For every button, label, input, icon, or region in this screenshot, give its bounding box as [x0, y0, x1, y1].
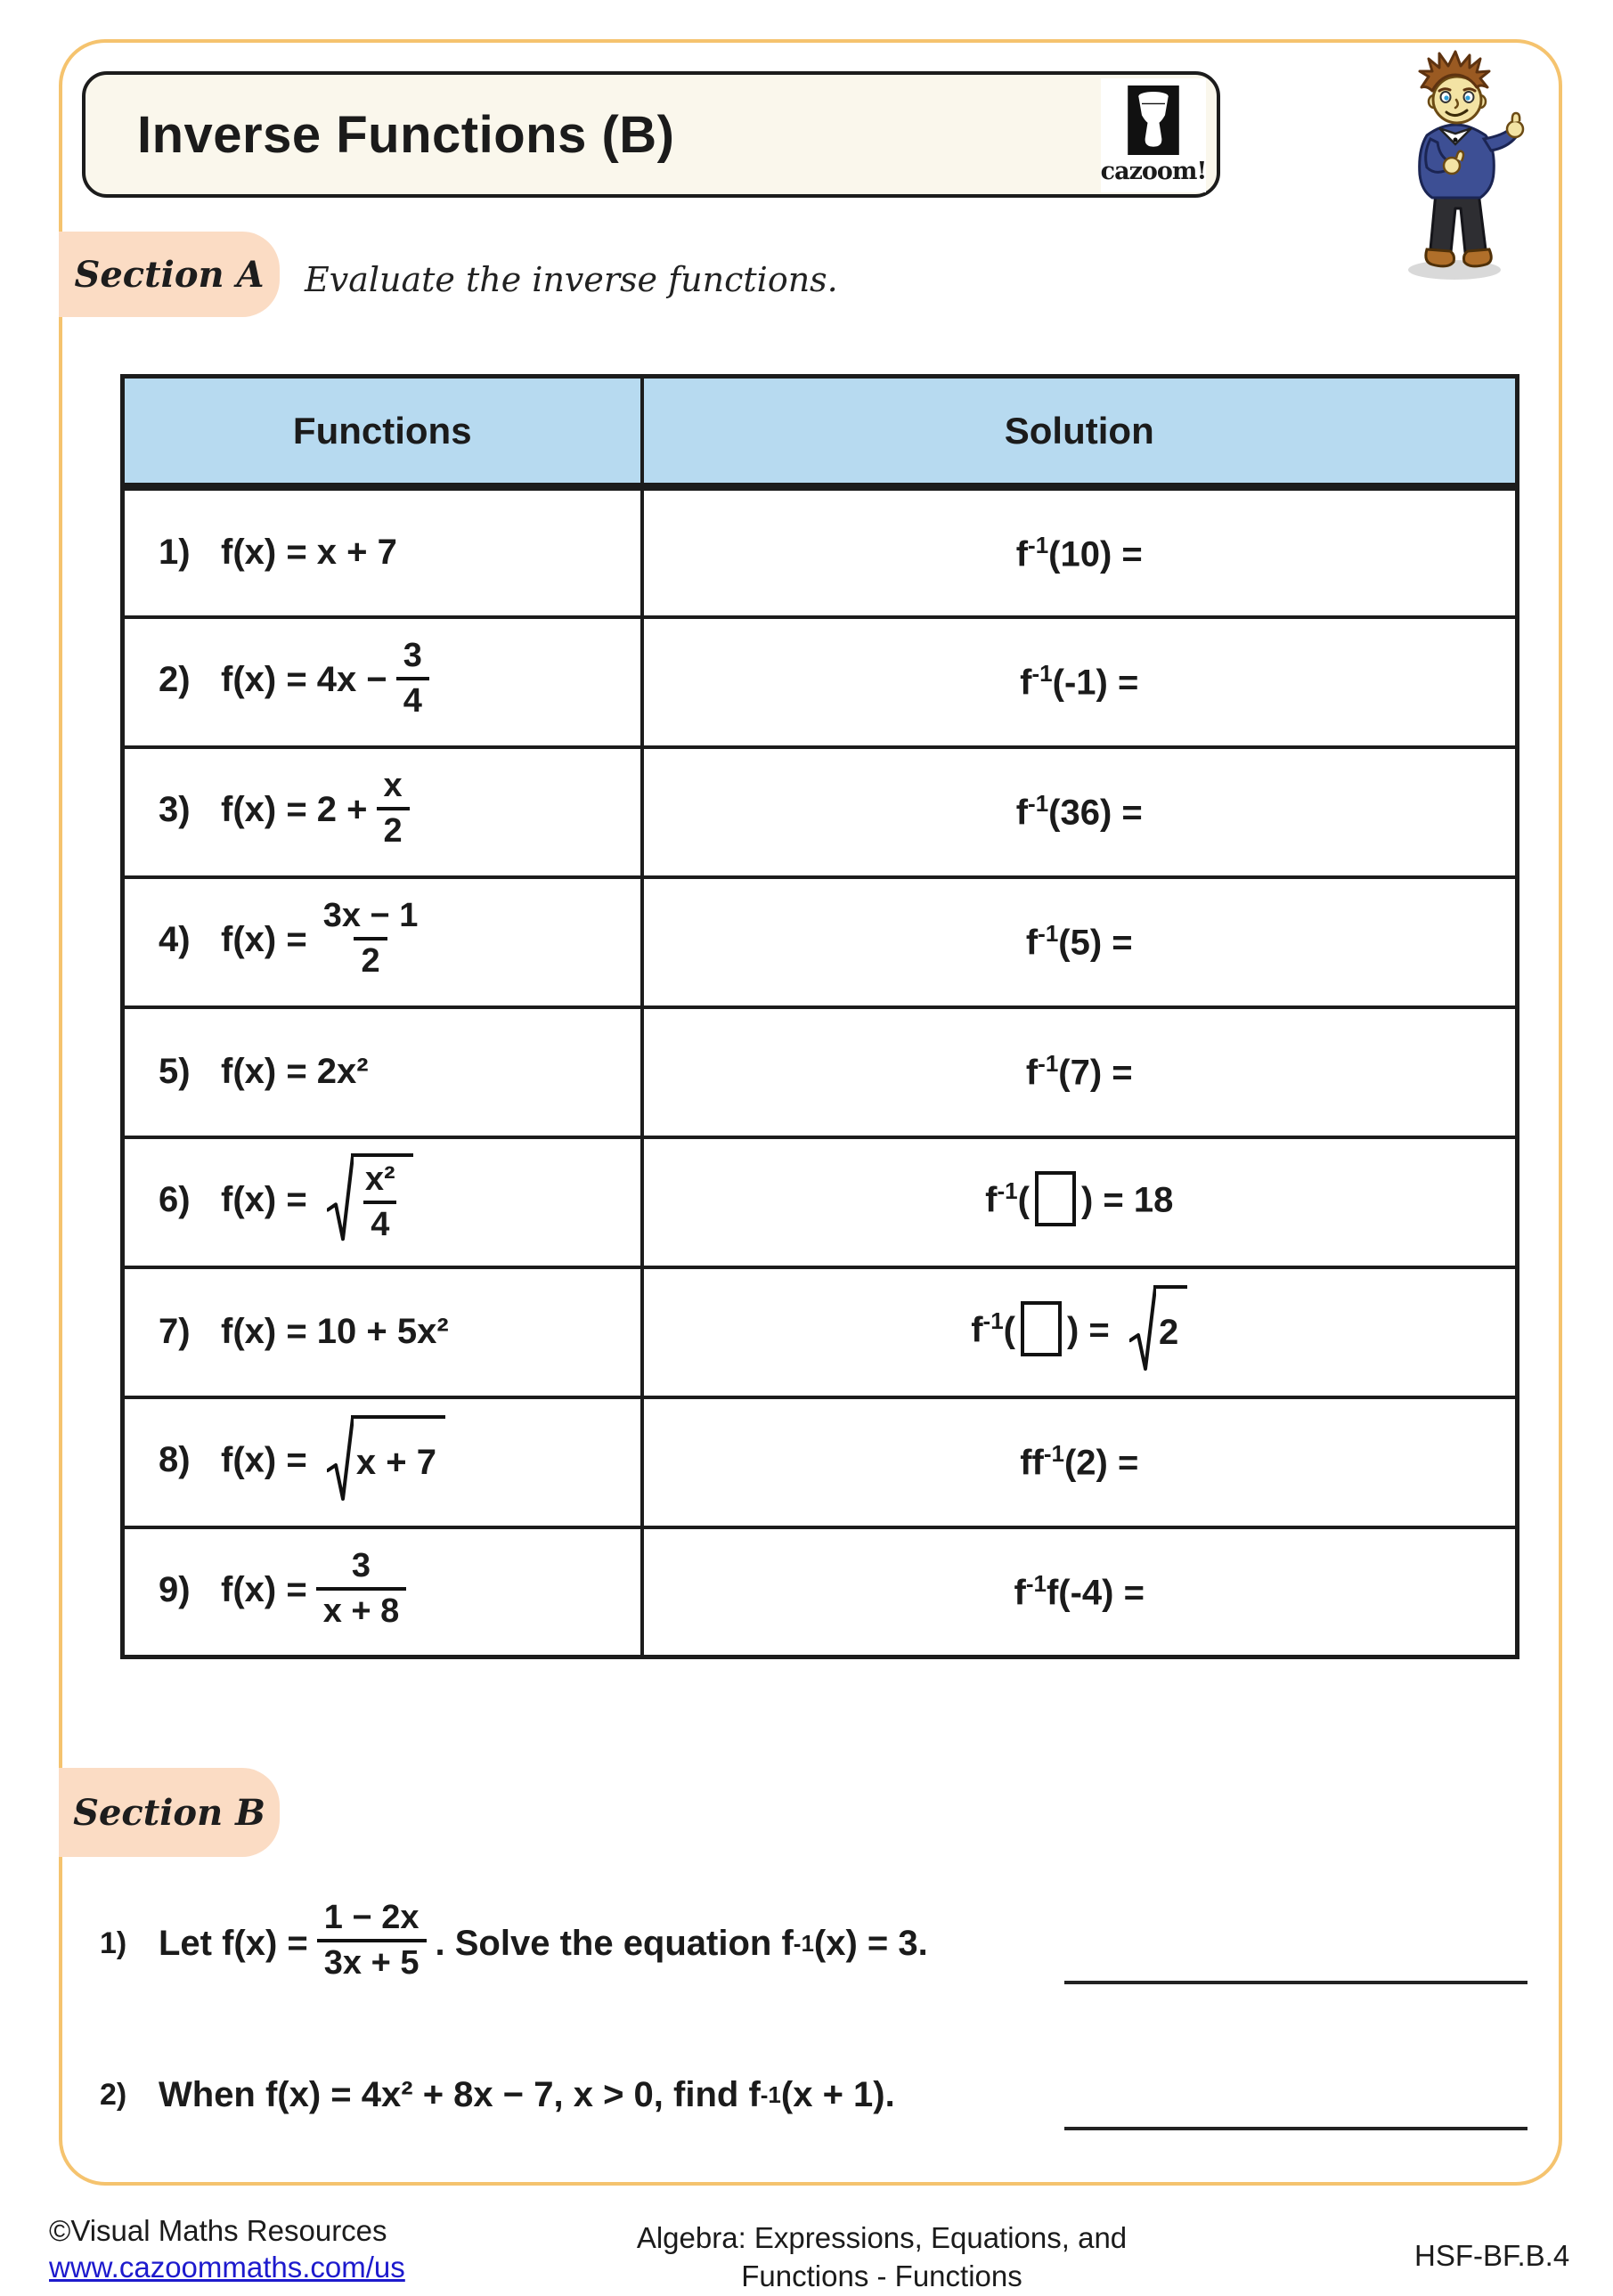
table-row: [123, 747, 1518, 877]
table-row: [123, 1267, 1518, 1397]
function-cell-6: 6) f(x) = $\frac{\text{x²}}{4}$: [123, 1137, 642, 1267]
section-a-instruction: Evaluate the inverse functions.: [305, 260, 838, 299]
function-cell-8: 8) f(x) = x + 7: [123, 1397, 642, 1527]
table-row: [123, 1007, 1518, 1137]
fraction: $\frac{x}{2}$: [377, 767, 410, 851]
cazoom-logo: [1101, 78, 1206, 192]
fraction: $\frac{3x - 1}{2}$: [322, 897, 419, 980]
solution-cell-4: $f^{-1}(5)$ =: [642, 877, 1518, 1007]
solution-cell-7: $f^{-1}$( ) = 2: [642, 1267, 1518, 1397]
mascot-illustration: [1381, 50, 1532, 290]
answer-line-1[interactable]: [1064, 1981, 1527, 1984]
table-row: [123, 877, 1518, 1007]
standard-code: HSF-BF.B.4: [1414, 2239, 1570, 2272]
fraction: $\frac{3}{4}$: [396, 637, 429, 721]
solution-cell-8: $ff^{-1}(2)$ =: [642, 1397, 1518, 1527]
solution-cell-5: $f^{-1}(7)$ =: [642, 1007, 1518, 1137]
title-bar: [82, 71, 1220, 198]
section-b-question-1: 1) Let f(x) = $\frac{1 - 2x}{3x + 5}$ . Solve the equation f -1 (x) = 3.: [100, 1898, 928, 1982]
table-row: [123, 1137, 1518, 1267]
table-row: [123, 617, 1518, 747]
table-header-row: [123, 377, 1518, 487]
solution-cell-9: $f^{-1}f(-4)$ =: [642, 1527, 1518, 1657]
fraction: $\frac{\text{x²}}{4}$: [364, 1160, 395, 1243]
square-root: 2: [1129, 1285, 1187, 1374]
answer-line-2[interactable]: [1064, 2127, 1527, 2130]
square-root: x + 7: [327, 1415, 445, 1504]
section-b-question-2: 2) When f(x) = 4x² + 8x − 7, x > 0, find f -1 (x + 1).: [100, 2074, 895, 2114]
table-row: [123, 1527, 1518, 1657]
table-row: [123, 1397, 1518, 1527]
answer-box[interactable]: [1035, 1171, 1076, 1226]
solution-cell-1: $f^{-1}(10)$ =: [642, 487, 1518, 617]
section-a-label: Section A: [74, 253, 265, 296]
function-cell-1: 1) f(x) = x + 7: [123, 487, 642, 617]
functions-table: [120, 374, 1519, 1659]
fraction: $\frac{1 - 2x}{3x + 5}$: [317, 1899, 427, 1983]
solution-cell-3: $f^{-1}(36)$ =: [642, 747, 1518, 877]
function-cell-3: 3) f(x) = 2 + $\frac{x}{2}$: [123, 747, 642, 877]
function-cell-2: 2) f(x) = 4x − $\frac{3}{4}$: [123, 617, 642, 747]
answer-box[interactable]: [1021, 1301, 1062, 1356]
function-cell-7: 7) f(x) = 10 + 5x²: [123, 1267, 642, 1397]
section-a-pill: [59, 232, 280, 317]
drum-logo-icon: [1128, 85, 1179, 159]
solution-cell-6: $f^{-1}$( ) = 18: [642, 1137, 1518, 1267]
fraction: $\frac{3}{x + 8}$: [316, 1547, 407, 1631]
function-cell-9: 9) f(x) = $\frac{3}{x + 8}$: [123, 1527, 642, 1657]
footer-category: [525, 2219, 1238, 2296]
section-b-pill: [59, 1768, 280, 1857]
section-b-label: Section B: [73, 1791, 265, 1834]
brand-name: cazoom!: [1100, 158, 1207, 185]
category-line-2: Functions - Functions: [741, 2259, 1022, 2292]
category-line-1: Algebra: Expressions, Equations, and: [636, 2221, 1128, 2254]
column-header-functions: Functions: [123, 377, 642, 487]
column-header-solution: Solution: [642, 377, 1518, 487]
page-title: Inverse Functions (B): [137, 105, 675, 164]
solution-cell-2: $f^{-1}(-1)$ =: [642, 617, 1518, 747]
copyright-text: ©Visual Maths Resources: [49, 2214, 387, 2247]
square-root: [327, 1153, 413, 1244]
table-row: [123, 487, 1518, 617]
footer-copyright-block: [49, 2212, 405, 2286]
function-cell-5: 5) f(x) = 2x²: [123, 1007, 642, 1137]
function-cell-4: 4) f(x) = $\frac{3x - 1}{2}$: [123, 877, 642, 1007]
website-link[interactable]: www.cazoommaths.com/us: [49, 2251, 405, 2284]
